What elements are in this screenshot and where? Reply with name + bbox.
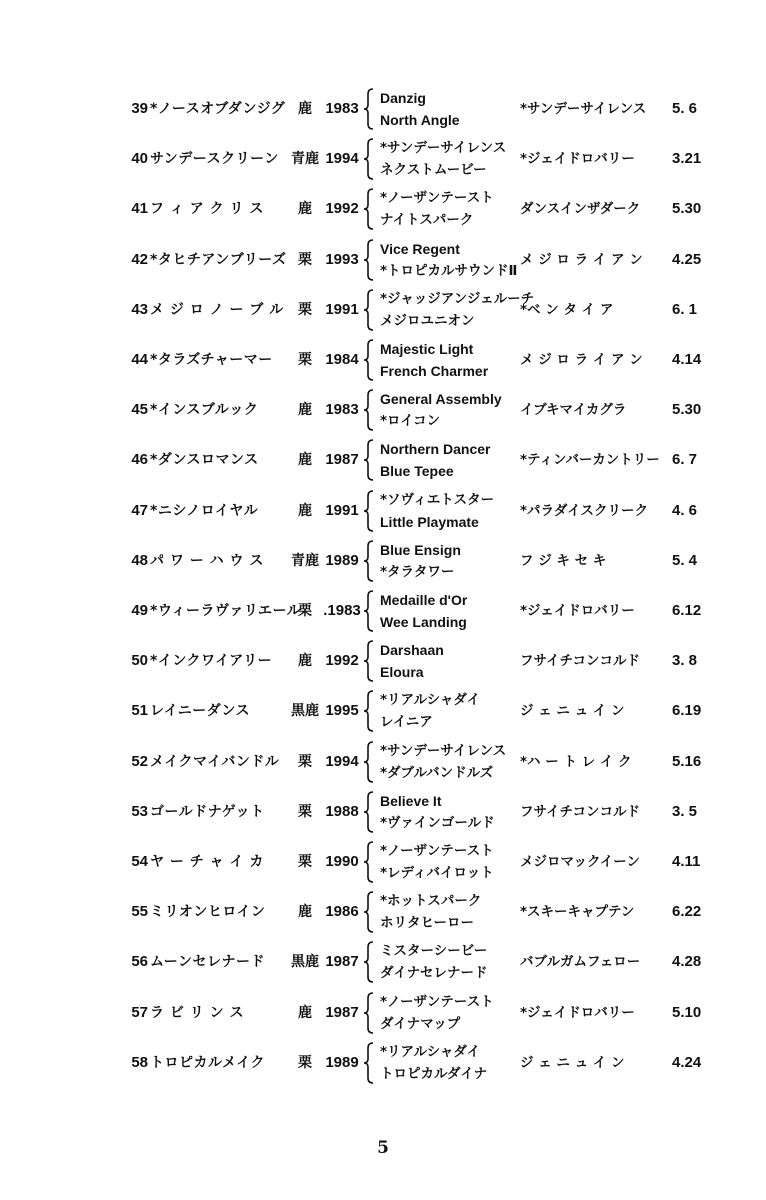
- birth-year: 1988: [325, 802, 359, 820]
- coat-color: 栗: [298, 352, 312, 368]
- table-row: [0, 335, 766, 385]
- entry-number: 50: [131, 652, 148, 670]
- entry-number: 54: [131, 853, 148, 870]
- horse-name: フ ィ ア ク リ ス: [150, 201, 264, 218]
- sire-name: Danzig: [380, 90, 426, 106]
- brace-icon: [362, 289, 376, 331]
- date-value: 5. 4: [672, 551, 698, 569]
- related-horse: *パラダイスクリーク: [520, 502, 649, 519]
- coat-color: 鹿: [298, 402, 312, 419]
- date-value: 6. 1: [672, 300, 698, 318]
- birth-year: 1991: [325, 501, 359, 519]
- horse-name: *ウィーラヴァリエール: [150, 603, 302, 619]
- birth-year: 1983: [325, 100, 359, 117]
- date-value: 4.14: [672, 351, 702, 368]
- pedigree: [380, 790, 520, 834]
- entry-number: 57: [131, 1003, 148, 1021]
- brace-icon: [362, 540, 376, 582]
- pedigree: [380, 890, 520, 934]
- related-horse: フ ジ キ セ キ: [520, 552, 607, 569]
- sire-name: Darshaan: [380, 642, 444, 659]
- related-horse: *ティンバーカントリー: [520, 452, 660, 469]
- date-value: 5.30: [672, 401, 702, 419]
- coat-color: 黒鹿: [291, 703, 319, 720]
- coat-color: 栗: [298, 301, 312, 318]
- date-value: 3.21: [672, 150, 702, 168]
- date-value: 6.22: [672, 903, 702, 921]
- entry-number: 42: [131, 250, 148, 268]
- pedigree: [380, 288, 535, 332]
- coat-color: 青鹿: [291, 151, 319, 168]
- pedigree: [380, 489, 520, 533]
- birth-year: 1989: [325, 1053, 359, 1071]
- coat-color: 栗: [298, 603, 312, 619]
- dam-name: ナイトスパーク: [380, 212, 474, 229]
- related-horse: *ジェイドロバリー: [520, 1004, 635, 1021]
- horse-name: *ノースオブダンジグ: [150, 101, 286, 117]
- pedigree: [380, 689, 520, 733]
- table-row: [0, 887, 766, 937]
- entry-number: 55: [131, 903, 148, 921]
- sire-name: Majestic Light: [380, 341, 474, 357]
- date-value: 4.25: [672, 250, 702, 268]
- sire-name: *サンデーサイレンス: [380, 742, 507, 759]
- horse-name: メ ジ ロ ノ ー ブ ル: [150, 301, 284, 318]
- coat-color: 栗: [298, 753, 312, 770]
- horse-name: メイクマイバンドル: [150, 753, 280, 770]
- entry-number: 45: [131, 401, 148, 419]
- entry-number: 53: [131, 802, 148, 820]
- related-horse: *ジェイドロバリー: [520, 603, 635, 619]
- brace-icon: [362, 389, 376, 431]
- sire-name: *リアルシャダイ: [380, 692, 481, 709]
- pedigree: [380, 740, 520, 784]
- entry-number: 39: [131, 100, 148, 117]
- pedigree: [380, 238, 520, 282]
- brace-icon: [362, 690, 376, 732]
- related-horse: ジ ェ ニ ュ イ ン: [520, 1054, 625, 1071]
- birth-year: 1987: [325, 451, 359, 469]
- horse-name: パ ワ ー ハ ウ ス: [150, 552, 264, 569]
- table-row: [0, 184, 766, 234]
- entry-number: 52: [131, 752, 148, 770]
- related-horse: フサイチコンコルド: [520, 803, 641, 820]
- pedigree: [380, 1041, 520, 1085]
- pedigree: [380, 187, 520, 231]
- brace-icon: [362, 841, 376, 883]
- table-row: [0, 787, 766, 837]
- related-horse: *ハ ー ト レ イ ク: [520, 753, 632, 770]
- coat-color: 栗: [298, 803, 312, 820]
- table-row: [0, 285, 766, 335]
- coat-color: 鹿: [298, 101, 312, 117]
- page-number: 5: [377, 1138, 389, 1158]
- table-row: [0, 636, 766, 686]
- horse-name: ゴールドナゲット: [150, 803, 265, 820]
- table-row: [0, 988, 766, 1038]
- coat-color: 青鹿: [291, 552, 319, 569]
- dam-name: ダイナセレナード: [380, 965, 488, 982]
- date-value: 5.30: [672, 200, 702, 218]
- horse-name: ムーンセレナード: [150, 954, 266, 971]
- sire-name: Medaille d'Or: [380, 592, 468, 608]
- table-row: [0, 737, 766, 787]
- sire-name: *ソヴィエトスター: [380, 491, 495, 508]
- entry-number: 56: [131, 953, 148, 971]
- brace-icon: [362, 339, 376, 381]
- birth-year: 1989: [325, 551, 359, 569]
- table-row: [0, 84, 766, 134]
- horse-name: ラ ビ リ ン ス: [150, 1004, 244, 1021]
- sire-name: *リアルシャダイ: [380, 1043, 481, 1060]
- birth-year: 1987: [325, 1003, 359, 1021]
- entry-number: 48: [131, 551, 148, 569]
- pedigree: [380, 338, 520, 382]
- pedigree: [380, 539, 520, 583]
- related-horse: イブキマイカグラ: [520, 402, 627, 419]
- horse-name: トロピカルメイク: [150, 1054, 266, 1071]
- dam-name: トロピカルダイナ: [380, 1065, 488, 1082]
- horse-name: レイニーダンス: [150, 703, 250, 720]
- brace-icon: [362, 439, 376, 481]
- table-row: [0, 536, 766, 586]
- related-horse: メ ジ ロ ラ イ ア ン: [520, 352, 643, 368]
- brace-icon: [362, 490, 376, 532]
- entry-number: 41: [131, 200, 148, 218]
- brace-icon: [362, 640, 376, 682]
- coat-color: 鹿: [298, 1004, 312, 1021]
- dam-name: *タラタワー: [380, 563, 455, 580]
- birth-year: 1992: [325, 200, 359, 218]
- coat-color: 鹿: [298, 201, 312, 218]
- table-row: [0, 486, 766, 536]
- horse-name: *ニシノロイヤル: [150, 502, 259, 519]
- entry-number: 46: [131, 451, 148, 469]
- birth-year: 1993: [325, 250, 359, 268]
- brace-icon: [362, 239, 376, 281]
- pedigree: [380, 840, 520, 884]
- birth-year: 1991: [325, 300, 359, 318]
- brace-icon: [362, 791, 376, 833]
- horse-name: *インクワイアリー: [150, 653, 273, 670]
- entry-number: 58: [131, 1053, 148, 1071]
- date-value: 5.16: [672, 752, 702, 770]
- date-value: 4.28: [672, 953, 702, 971]
- sire-name: *ホットスパーク: [380, 893, 482, 910]
- horse-name: *タラズチャーマー: [150, 352, 273, 368]
- pedigree: [380, 940, 520, 984]
- pedigree: [380, 639, 520, 683]
- sire-name: ミスターシービー: [380, 943, 488, 960]
- birth-year: 1983: [325, 401, 359, 419]
- dam-name: Wee Landing: [380, 614, 467, 630]
- dam-name: *レディバイロット: [380, 865, 494, 881]
- table-row: [0, 134, 766, 184]
- coat-color: 栗: [298, 1054, 312, 1071]
- sire-name: *ノーザンテースト: [380, 993, 494, 1010]
- entry-number: 43: [131, 300, 148, 318]
- related-horse: バブルガムフェロー: [520, 954, 641, 971]
- birth-year: 1986: [325, 903, 359, 921]
- brace-icon: [362, 590, 376, 632]
- related-horse: フサイチコンコルド: [520, 653, 641, 670]
- date-value: 4. 6: [672, 501, 698, 519]
- dam-name: ネクストムービー: [380, 162, 487, 179]
- coat-color: 栗: [298, 854, 312, 870]
- brace-icon: [362, 88, 376, 130]
- coat-color: 黒鹿: [291, 954, 319, 971]
- coat-color: 鹿: [298, 653, 312, 670]
- pedigree: [380, 438, 520, 482]
- horse-name: サンデースクリーン: [150, 151, 279, 168]
- birth-year: 1992: [325, 652, 359, 670]
- related-horse: *スキーキャプテン: [520, 904, 635, 921]
- dam-name: ダイナマップ: [380, 1015, 461, 1032]
- sire-name: Northern Dancer: [380, 441, 491, 458]
- dam-name: レイニア: [380, 714, 433, 731]
- table-row: [0, 1038, 766, 1088]
- date-value: 6.12: [672, 602, 702, 619]
- entry-number: 44: [131, 351, 148, 368]
- table-row: [0, 385, 766, 435]
- sire-name: General Assembly: [380, 391, 502, 408]
- coat-color: 栗: [298, 251, 312, 268]
- entry-number: 47: [131, 501, 148, 519]
- coat-color: 鹿: [298, 904, 312, 921]
- table-row: [0, 586, 766, 636]
- pedigree: [380, 991, 520, 1035]
- sire-name: Vice Regent: [380, 240, 460, 257]
- brace-icon: [362, 941, 376, 983]
- birth-year: 1994: [325, 150, 359, 168]
- birth-year: .1983: [323, 602, 361, 619]
- horse-name: *タヒチアンブリーズ: [150, 251, 287, 268]
- coat-color: 鹿: [298, 502, 312, 519]
- entry-number: 40: [131, 150, 148, 168]
- birth-year: 1984: [325, 351, 359, 368]
- dam-name: Eloura: [380, 664, 424, 681]
- sire-name: *ジャッジアンジェルーチ: [380, 290, 535, 307]
- date-value: 5. 6: [672, 100, 698, 117]
- dam-name: French Charmer: [380, 363, 489, 379]
- date-value: 6. 7: [672, 451, 698, 469]
- horse-name: *インスブルック: [150, 402, 259, 419]
- dam-name: *ロイコン: [380, 413, 441, 430]
- pedigree: [380, 589, 520, 633]
- coat-color: 鹿: [298, 452, 312, 469]
- sire-name: *サンデーサイレンス: [380, 140, 507, 157]
- date-value: 6.19: [672, 702, 702, 720]
- horse-name: ヤ ー チ ャ イ カ: [150, 854, 264, 870]
- pedigree: [380, 388, 520, 432]
- horse-name: *ダンスロマンス: [150, 452, 259, 469]
- sire-name: *ノーザンテースト: [380, 843, 494, 859]
- sire-name: Believe It: [380, 792, 442, 809]
- date-value: 4.11: [672, 853, 701, 870]
- dam-name: Blue Tepee: [380, 463, 454, 480]
- horse-name: ミリオンヒロイン: [150, 904, 266, 921]
- brace-icon: [362, 891, 376, 933]
- sire-name: *ノーザンテースト: [380, 190, 494, 207]
- table-row: [0, 937, 766, 987]
- date-value: 3. 5: [672, 802, 698, 820]
- related-horse: *サンデーサイレンス: [520, 101, 647, 117]
- dam-name: ホリタヒーロー: [380, 915, 474, 932]
- related-horse: メ ジ ロ ラ イ ア ン: [520, 251, 643, 268]
- dam-name: *トロピカルサウンドⅡ: [380, 262, 518, 279]
- entry-number: 49: [131, 602, 148, 619]
- table-row: [0, 235, 766, 285]
- brace-icon: [362, 188, 376, 230]
- sire-name: Blue Ensign: [380, 541, 461, 558]
- dam-name: North Angle: [380, 112, 460, 128]
- birth-year: 1995: [325, 702, 359, 720]
- dam-name: Little Playmate: [380, 513, 479, 530]
- brace-icon: [362, 992, 376, 1034]
- brace-icon: [362, 138, 376, 180]
- date-value: 4.24: [672, 1053, 702, 1071]
- date-value: 3. 8: [672, 652, 698, 670]
- brace-icon: [362, 1042, 376, 1084]
- table-row: [0, 435, 766, 485]
- birth-year: 1987: [325, 953, 359, 971]
- related-horse: ジ ェ ニ ュ イ ン: [520, 703, 625, 720]
- birth-year: 1990: [325, 853, 359, 870]
- pedigree: [380, 87, 520, 131]
- dam-name: *ダブルバンドルズ: [380, 764, 494, 781]
- brace-icon: [362, 741, 376, 783]
- birth-year: 1994: [325, 752, 359, 770]
- table-row: [0, 686, 766, 736]
- entry-number: 51: [131, 702, 148, 720]
- dam-name: メジロユニオン: [380, 312, 475, 329]
- related-horse: メジロマックイーン: [520, 854, 641, 870]
- pedigree: [380, 137, 520, 181]
- dam-name: *ヴァインゴールド: [380, 814, 495, 831]
- related-horse: ダンスインザダーク: [520, 201, 641, 218]
- date-value: 5.10: [672, 1003, 702, 1021]
- related-horse: *ベ ン タ イ ア: [520, 301, 614, 318]
- table-row: [0, 837, 766, 887]
- related-horse: *ジェイドロバリー: [520, 151, 635, 168]
